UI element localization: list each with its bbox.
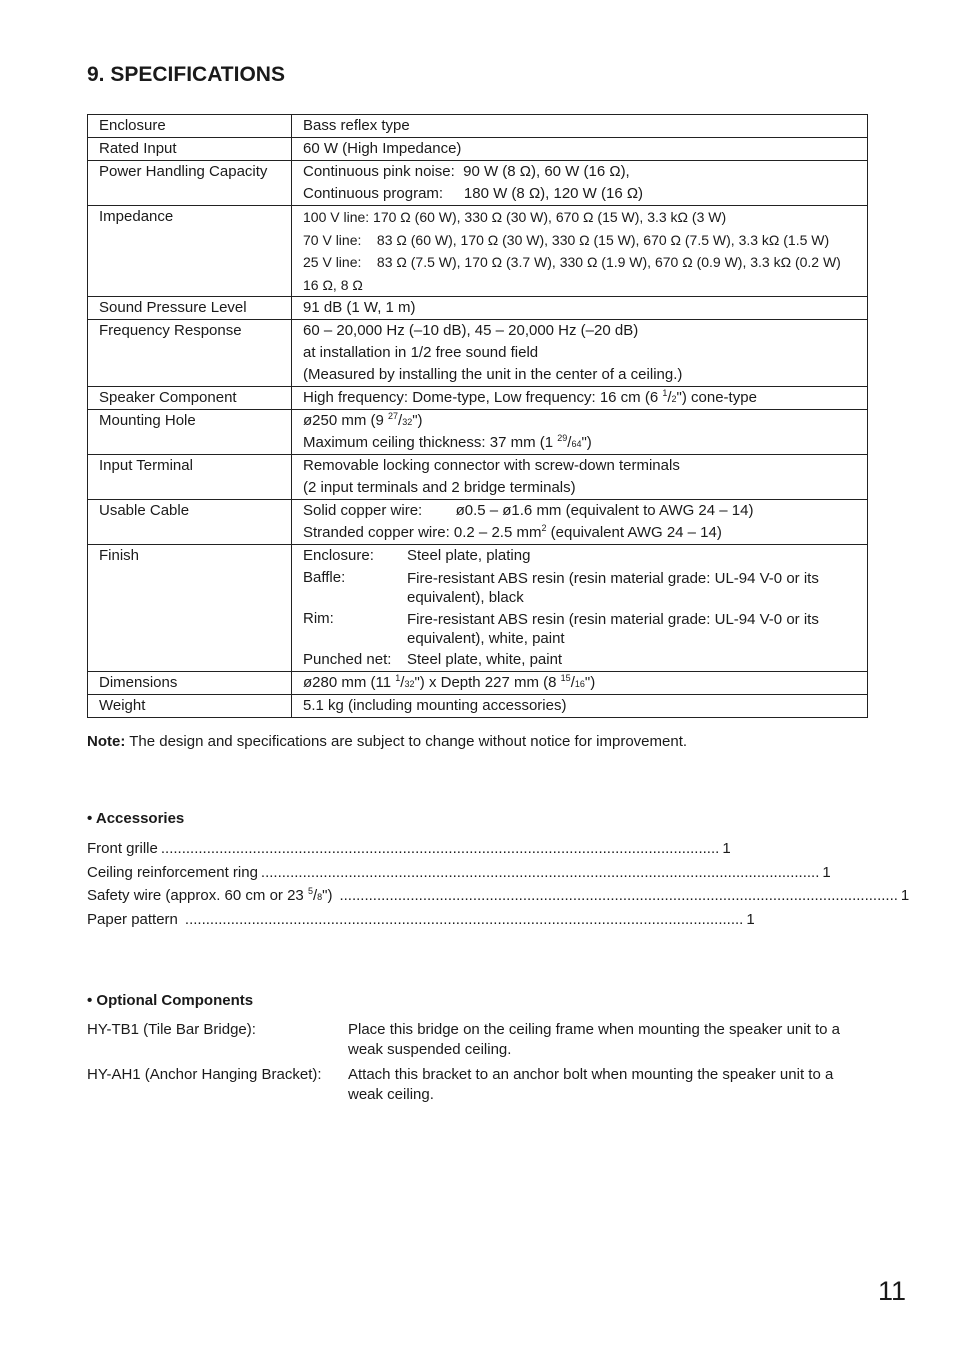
spec-line: Maximum ceiling thickness: 37 mm (1 $^{29}$/64") — [303, 433, 592, 451]
spec-text: (equivalent AWG 24 – 14) — [546, 524, 722, 541]
spec-label: Rated Input — [88, 138, 292, 161]
spec-value: 60 W (High Impedance) — [292, 138, 868, 161]
finish-item — [303, 567, 856, 608]
finish-value: Steel plate, white, paint — [407, 651, 563, 668]
component-description: Place this bridge on the ceiling frame when mounting the speaker unit to a weak suspended ceiling. — [348, 1021, 840, 1058]
spec-value: 5.1 kg (including mounting accessories) — [292, 695, 868, 718]
table-row — [88, 455, 868, 500]
table-row — [88, 297, 868, 320]
component-description: Attach this bracket to an anchor bolt when mounting the speaker unit to a weak ceiling. — [348, 1066, 834, 1103]
spec-line: Continuous pink noise: 90 W (8 Ω), 60 W (16 Ω), — [303, 163, 630, 180]
accessory-quantity: 1 — [900, 887, 910, 904]
finish-item — [303, 649, 856, 671]
fraction-denominator: 8 — [317, 892, 323, 902]
finish-key: Punched net: — [303, 651, 392, 668]
page-number: 11 — [878, 1276, 907, 1306]
table-row — [88, 545, 868, 672]
spec-text: ø250 mm (9 — [303, 412, 389, 429]
list-item — [87, 886, 910, 904]
spec-value — [292, 455, 868, 500]
leader-dots: ...................................................................................................................................... — [339, 887, 898, 904]
fraction-denominator: 16 — [574, 679, 585, 689]
spec-text: ") — [412, 412, 423, 429]
spec-value: High frequency: Dome-type, Low frequency: 16 cm (6 $^1$/2") cone-type — [292, 387, 868, 410]
accessory-name: Safety wire (approx. 60 cm or 23 $^5$/8") — [87, 886, 333, 904]
spec-value — [292, 545, 868, 672]
spec-line: (Measured by installing the unit in the center of a ceiling.) — [303, 366, 683, 383]
table-row — [88, 387, 868, 410]
spec-value — [292, 320, 868, 387]
spec-text: ") — [581, 434, 592, 451]
accessories-heading: • Accessories — [87, 810, 185, 827]
finish-value: Steel plate, plating — [407, 547, 531, 564]
list-item — [87, 1065, 869, 1105]
accessory-quantity: 1 — [746, 911, 755, 928]
spec-label: Input Terminal — [88, 455, 292, 500]
fraction-denominator: 2 — [671, 394, 677, 404]
spec-value — [292, 410, 868, 455]
spec-value — [292, 206, 868, 297]
fraction-numerator: 27 — [388, 411, 399, 421]
spec-line: ø250 mm (9 $^{27}$/32") — [303, 411, 423, 429]
spec-label: Speaker Component — [88, 387, 292, 410]
spec-text: ø280 mm (11 — [303, 674, 396, 691]
spec-label: Power Handling Capacity — [88, 161, 292, 206]
spec-value — [292, 500, 868, 545]
table-row — [88, 138, 868, 161]
list-item — [87, 1020, 869, 1060]
table-row — [88, 115, 868, 138]
fraction-numerator: 5 — [307, 886, 313, 896]
specifications-table — [87, 114, 868, 718]
table-row — [88, 206, 868, 297]
spec-label: Finish — [88, 545, 292, 672]
spec-line: Continuous program: 180 W (8 Ω), 120 W (16 Ω) — [303, 185, 644, 202]
component-name: HY-AH1 (Anchor Hanging Bracket): — [87, 1066, 322, 1083]
page-title: 9. SPECIFICATIONS — [87, 63, 285, 86]
finish-key: Baffle: — [303, 569, 346, 586]
spec-line: 25 V line: 83 Ω (7.5 W), 170 Ω (3.7 W), 330 Ω (1.9 W), 670 Ω (0.9 W), 3.3 kΩ (0.2 W) — [303, 254, 841, 270]
table-row — [88, 672, 868, 695]
accessory-name-text: Safety wire (approx. 60 cm or 23 — [87, 887, 308, 904]
finish-key: Enclosure: — [303, 547, 374, 564]
table-row — [88, 410, 868, 455]
accessory-name-text: ") — [322, 887, 333, 904]
component-name: HY-TB1 (Tile Bar Bridge): — [87, 1021, 256, 1038]
accessory-quantity: 1 — [822, 864, 831, 881]
list-item — [87, 911, 755, 928]
spec-label: Dimensions — [88, 672, 292, 695]
spec-line: 70 V line: 83 Ω (60 W), 170 Ω (30 W), 330 Ω (15 W), 670 Ω (7.5 W), 3.3 kΩ (1.5 W) — [303, 231, 830, 248]
fraction-numerator: 29 — [557, 433, 568, 443]
spec-line: 60 – 20,000 Hz (–10 dB), 45 – 20,000 Hz (–20 dB) — [303, 322, 639, 339]
spec-text: ") x Depth 227 mm (8 — [414, 674, 561, 691]
spec-line: 16 Ω, 8 Ω — [303, 276, 363, 293]
spec-label: Mounting Hole — [88, 410, 292, 455]
spec-line: at installation in 1/2 free sound field — [303, 344, 539, 361]
spec-line: 100 V line: 170 Ω (60 W), 330 Ω (30 W), 670 Ω (15 W), 3.3 kΩ (3 W) — [303, 209, 727, 225]
table-row — [88, 161, 868, 206]
fraction-numerator: 1 — [395, 673, 401, 683]
list-item — [87, 864, 831, 881]
spec-label: Sound Pressure Level — [88, 297, 292, 320]
table-row — [88, 695, 868, 718]
superscript: 2 — [541, 523, 547, 533]
finish-item — [303, 545, 856, 567]
accessory-name: Ceiling reinforcement ring — [87, 864, 258, 881]
leader-dots: ...................................................................................................................................... — [260, 864, 820, 881]
accessory-name: Front grille — [87, 840, 158, 857]
finish-item — [303, 608, 856, 649]
note-text: The design and specifications are subject to change without notice for improvement. — [125, 733, 688, 750]
table-row — [88, 500, 868, 545]
note-label: Note: — [87, 733, 126, 750]
leader-dots: ...................................................................................................................................... — [160, 840, 720, 857]
fraction-numerator: 15 — [560, 673, 571, 683]
spec-text: High frequency: Dome-type, Low frequency: 16 cm (6 — [303, 389, 663, 406]
finish-key: Rim: — [303, 610, 334, 627]
spec-text: Maximum ceiling thickness: 37 mm (1 — [303, 434, 558, 451]
finish-value: Fire-resistant ABS resin (resin material grade: UL-94 V-0 or its equivalent), white, paint — [407, 610, 819, 647]
accessory-quantity: 1 — [722, 840, 731, 857]
spec-text: ") — [584, 674, 596, 691]
spec-label: Impedance — [88, 206, 292, 297]
fraction-denominator: 32 — [402, 417, 413, 427]
fraction-numerator: 1 — [662, 388, 668, 398]
spec-value: ø280 mm (11 $^1$/32") x Depth 227 mm (8 $^{15}$/16") — [292, 672, 868, 695]
fraction-denominator: 64 — [571, 439, 582, 449]
spec-line — [303, 522, 856, 544]
accessory-name: Paper pattern — [87, 911, 178, 928]
optional-components-heading: • Optional Components — [87, 992, 254, 1009]
spec-line: Removable locking connector with screw-down terminals — [303, 457, 680, 474]
table-row — [88, 320, 868, 387]
spec-text: Stranded copper wire: 0.2 – 2.5 mm — [303, 524, 542, 541]
spec-label: Weight — [88, 695, 292, 718]
spec-value — [292, 161, 868, 206]
spec-text: ") cone-type — [676, 389, 757, 406]
spec-value: 91 dB (1 W, 1 m) — [292, 297, 868, 320]
spec-label: Enclosure — [88, 115, 292, 138]
spec-label: Usable Cable — [88, 500, 292, 545]
spec-line: (2 input terminals and 2 bridge terminals) — [303, 479, 576, 496]
note — [87, 733, 687, 750]
list-item — [87, 840, 731, 857]
fraction-denominator: 32 — [404, 679, 415, 689]
spec-value: Bass reflex type — [292, 115, 868, 138]
finish-value: Fire-resistant ABS resin (resin material grade: UL-94 V-0 or its equivalent), black — [407, 569, 819, 606]
spec-label: Frequency Response — [88, 320, 292, 387]
spec-line: Solid copper wire: ø0.5 – ø1.6 mm (equivalent to AWG 24 – 14) — [303, 502, 754, 519]
leader-dots: ...................................................................................................................................... — [184, 911, 744, 928]
